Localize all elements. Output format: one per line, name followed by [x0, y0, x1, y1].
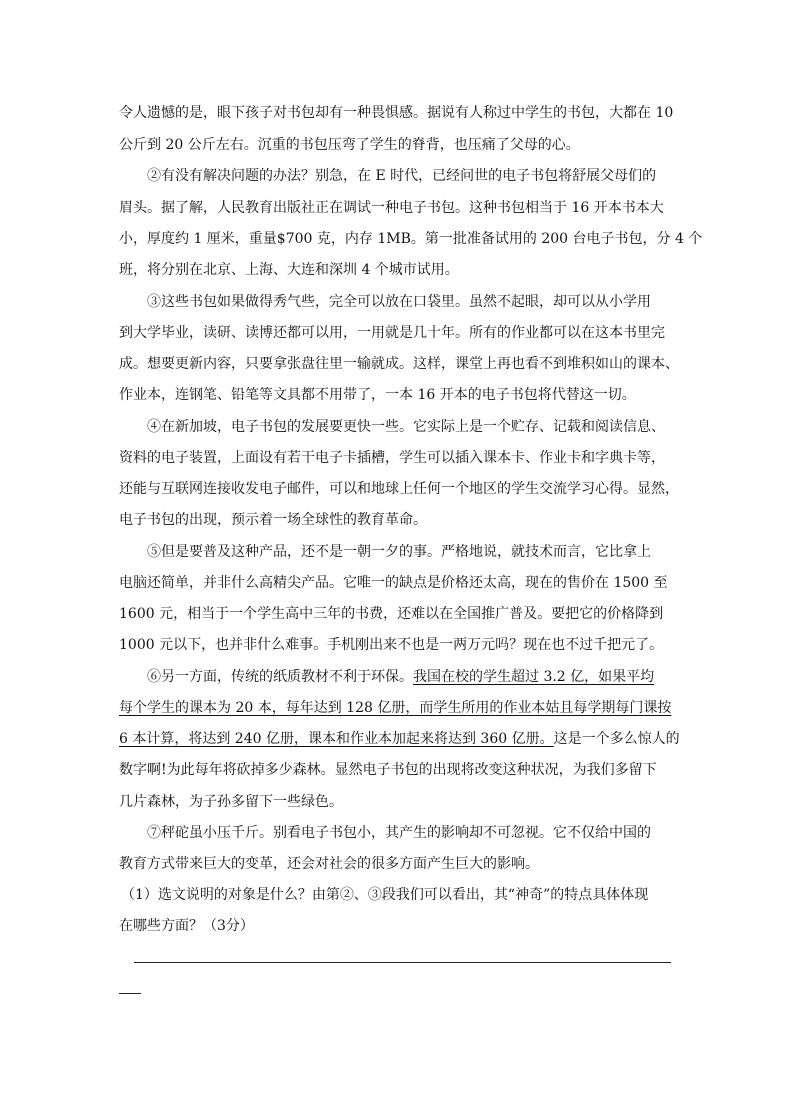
text-line: 教育方式带来巨大的变革，还会对社会的很多方面产生巨大的影响。 [119, 856, 539, 872]
text-line: 成。想要更新内容，只要拿张盘往里一输就成。这样，课堂上再也看不到堆积如山的课本、 [119, 356, 679, 372]
text-line: 1600 元，相当于一个学生高中三年的书费，还难以在全国推广普及。要把它的价格降到 [119, 606, 664, 622]
answer-line-continued[interactable] [119, 993, 141, 994]
text-line: 电子书包的出现，预示着一场全球性的教育革命。 [119, 512, 427, 528]
text-segment: ⑥另一方面，传统的纸质教材不利于环保。 [147, 669, 413, 685]
paragraph-5-start: ⑤但是要普及这种产品，还不是一朝一夕的事。严格地说，就技术而言，它比拿上 [147, 544, 651, 560]
text-line [119, 729, 680, 749]
paragraph-4-start: ④在新加坡，电子书包的发展要更快一些。它实际上是一个贮存、记载和阅读信息、 [147, 419, 665, 435]
text-line: 班，将分别在北京、上海、大连和深圳 4 个城市试用。 [119, 262, 459, 278]
paragraph-6-start [147, 667, 654, 687]
text-segment: 这是一个多么惊人的 [553, 731, 680, 747]
answer-line[interactable] [134, 962, 671, 963]
text-line: 眉头。据了解，人民教育出版社正在调试一种电子书包。这种书包相当于 16 开本书本大 [119, 200, 664, 216]
text-line: 公斤到 20 公斤左右。沉重的书包压弯了学生的脊背，也压痛了父母的心。 [119, 137, 580, 153]
underlined-text: 6 本计算，将达到 240 亿册，课本和作业本加起来将达到 360 亿册。 [119, 731, 554, 747]
text-line: 到大学毕业，读研、读博还都可以用，一用就是几十年。所有的作业都可以在这本书里完 [119, 325, 665, 341]
underlined-text: 每个学生的课本为 20 本，每年达到 128 亿册，而学生所用的作业本姑且每学期每门课按 [119, 700, 672, 716]
text-line: 令人遗憾的是，眼下孩子对书包却有一种畏惧感。据说有人称过中学生的书包，大都在 10 [119, 105, 674, 121]
paragraph-2-start: ②有没有解决问题的办法？别急，在 E 时代，已经问世的电子书包将舒展父母们的 [147, 168, 657, 184]
text-line: 电脑还简单，并非什么高精尖产品。它唯一的缺点是价格还太高，现在的售价在 1500 至 [119, 575, 668, 591]
text-line: 资料的电子装置，上面设有若干电子卡插槽，学生可以插入课本卡、作业卡和字典卡等， [119, 450, 665, 466]
underlined-text: 我国在校的学生超过 3.2 亿，如果平均 [413, 669, 655, 685]
paragraph-3-start: ③这些书包如果做得秀气些，完全可以放在口袋里。虽然不起眼，却可以从小学用 [147, 294, 651, 310]
text-line: 小，厚度约 1 厘米，重量$700 克，内存 1MB。第一批准备试用的 200 台电子书包，分 4 个 [119, 231, 703, 247]
text-line: 数字啊!为此每年将砍掉多少森林。显然电子书包的出现将改变这种状况，为我们多留下 [119, 762, 657, 778]
paragraph-7-start: ⑦秤砣虽小压千斤。别看电子书包小，其产生的影响却不可忽视。它不仅给中国的 [147, 825, 651, 841]
question-1-continued: 在哪些方面？（3分） [119, 918, 254, 934]
question-1: （1）选文说明的对象是什么？由第②、③段我们可以看出，其“神奇”的特点具体体现 [121, 887, 649, 903]
text-line: 1000 元以下，也并非什么难事。手机刚出来不也是一两万元吗？现在也不过千把元了。 [119, 637, 664, 653]
text-line: 作业本，连钢笔、铅笔等文具都不用带了，一本 16 开本的电子书包将代替这一切。 [119, 387, 636, 403]
text-line: 几片森林，为子孙多留下一些绿色。 [119, 794, 343, 810]
text-line: 还能与互联网连接收发电子邮件，可以和地球上任何一个地区的学生交流学习心得。显然， [119, 481, 679, 497]
